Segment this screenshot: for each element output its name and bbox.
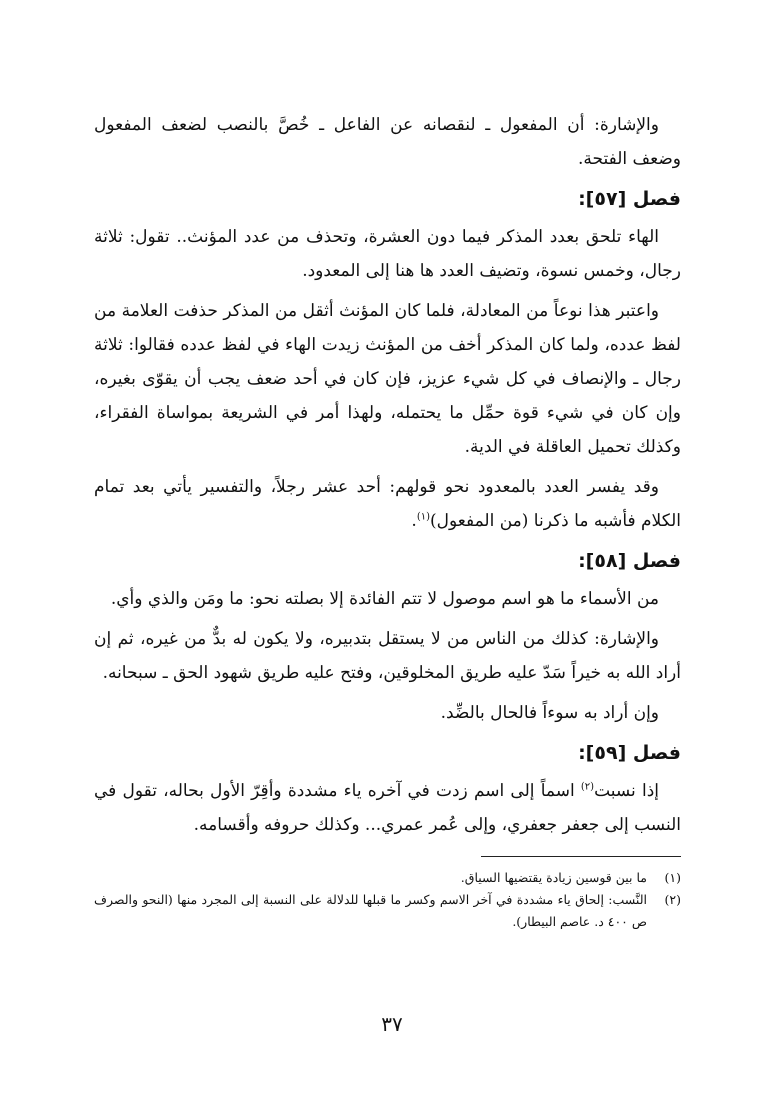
paragraph-tafsir <box>94 470 681 538</box>
footnotes <box>94 867 681 933</box>
section-heading-58: فصل [٥٨]: <box>578 550 681 572</box>
paragraph-ishara-maful: والإشارة: أن المفعول ـ لنقصانه عن الفاعل ـ خُصَّ بالنصب لضعف المفعول وضعف الفتحة. <box>94 115 681 169</box>
paragraph-didd: وإن أراد به سوءاً فالحال بالضِّد. <box>440 703 659 723</box>
paragraph-mawsul: من الأسماء ما هو اسم موصول لا تتم الفائدة إلا بصلته نحو: ما ومَن والذي وأي. <box>110 589 659 609</box>
paragraph-nasab <box>94 774 681 842</box>
paragraph-ishara-nas: والإشارة: كذلك من الناس من لا يستقل بتدبيره، ولا يكون له بدٌّ من غيره، ثم إن أراد الله به خيراً سَدّ عليه طريق المخلوقين، وفتح عليه طريق شهود الحق ـ سبحانه. <box>94 629 681 683</box>
footnote-text: النَّسب: إلحاق ياء مشددة في آخر الاسم وكسر ما قبلها للدلالة على النسبة إلى المجرد منها (النحو والصرف ص ٤٠٠ د. عاصم البيطار). <box>94 892 647 929</box>
section-heading-59: فصل [٥٩]: <box>578 742 681 764</box>
footnote-ref-2: (٢) <box>580 781 595 793</box>
footnote-number: (٢) <box>664 892 681 907</box>
footnote-item <box>94 867 681 889</box>
footnote-ref-1: (١) <box>416 511 430 523</box>
paragraph-tafsir-end: . <box>411 511 417 531</box>
footnote-divider <box>481 856 681 857</box>
section-heading-57: فصل [٥٧]: <box>578 188 681 210</box>
paragraph-nasab-text: اسماً إلى اسم زدت في آخره ياء مشددة وأقِرّ الأول بحاله، تقول في النسب إلى جعفر جعفري، وإلى عُمر عمري... وكذلك حروفه وأقسامه. <box>94 781 681 835</box>
paragraph-muadala: واعتبر هذا نوعاً من المعادلة، فلما كان المؤنث أثقل من المذكر حذفت العلامة من لفظ عدده، ولما كان المذكر أخف من المؤنث زيدت الهاء في لفظ عدده فقالوا: ثلاثة رجال ـ والإنصاف في كل شيء عزيز، فإن كان في أحد ضعف يجب أن يقوّى بغيره، وإن كان في شيء قوة حمِّل ما يحتمله، ولهذا أمر في الشريعة بمواساة الفقراء، وكذلك تحميل العاقلة في الدية. <box>94 301 681 457</box>
page-number: ٣٧ <box>381 1012 403 1036</box>
paragraph-tafsir-text: وقد يفسر العدد بالمعدود نحو قولهم: أحد عشر رجلاً، والتفسير يأتي بعد تمام الكلام فأشبه ما ذكرنا (من المفعول) <box>94 477 681 531</box>
paragraph-nasab-start: إذا نسبت <box>594 781 659 801</box>
footnote-item <box>94 889 681 933</box>
paragraph-ha-number: الهاء تلحق بعدد المذكر فيما دون العشرة، وتحذف من عدد المؤنث.. تقول: ثلاثة رجال، وخمس نسوة، وتضيف العدد ها هنا إلى المعدود. <box>94 227 681 281</box>
footnote-text: ما بين قوسين زيادة يقتضيها السياق. <box>460 870 647 885</box>
footnote-number: (١) <box>664 870 681 885</box>
